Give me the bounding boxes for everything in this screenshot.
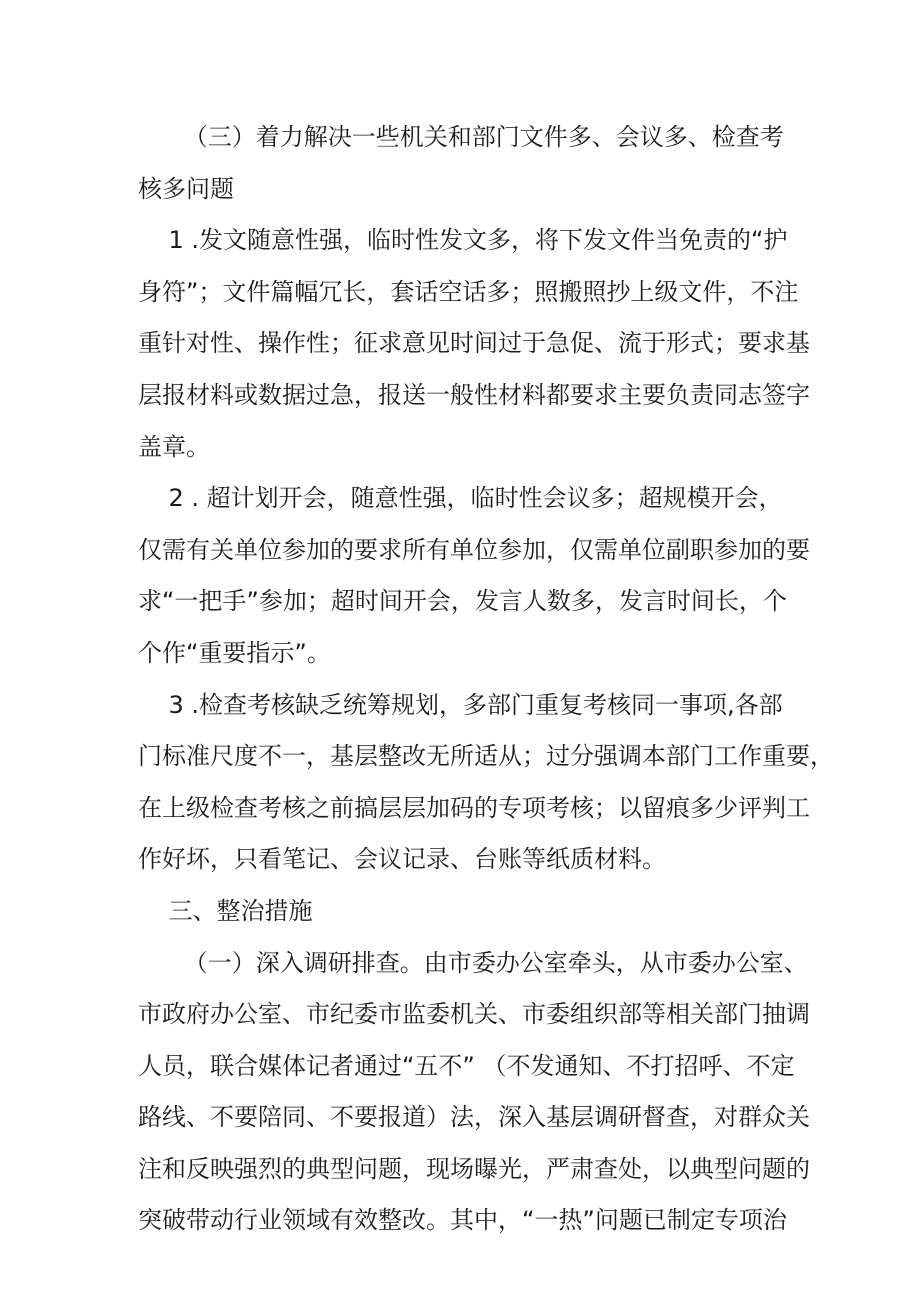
text-line: 人员，联合媒体记者通过“五不” （不发通知、不打招呼、不定 (138, 1051, 795, 1080)
text-line: 1 .发文随意性强，临时性发文多，将下发文件当免责的“护 (138, 226, 788, 255)
text-line: 求“一把手”参加；超时间开会，发言人数多，发言时间长，个 (138, 587, 787, 616)
text-line: 仅需有关单位参加的要求所有单位参加，仅需单位副职参加的要 (138, 535, 810, 564)
text-line: 层报材料或数据过急，报送一般性材料都要求主要负责同志签字 (138, 380, 810, 409)
text-line: 个作“重要指示”。 (138, 638, 331, 667)
text-line: （一）深入调研排查。由市委办公室牵头，从市委办公室、 (138, 948, 808, 977)
text-line: 三、整治措施 (138, 896, 313, 925)
text-line: 2 . 超计划开会，随意性强，临时性会议多；超规模开会， (138, 484, 783, 513)
document-body (138, 112, 834, 1247)
text-line: 重针对性、操作性；征求意见时间过于急促、流于形式；要求基 (138, 329, 810, 358)
text-line: 身符”；文件篇幅冗长，套话空话多；照搬照抄上级文件，不注 (138, 277, 799, 306)
text-line: 路线、不要陪同、不要报道）法，深入基层调研督查，对群众关 (138, 1103, 810, 1132)
text-line: 在上级检查考核之前搞层层加码的专项考核；以留痕多少评判工 (138, 793, 810, 822)
text-line: 核多问题 (138, 174, 234, 203)
text-line: 门标准尺度不一，基层整改无所适从；过分强调本部门工作重要， (138, 742, 834, 771)
text-line: 作好坏，只看笔记、会议记录、台账等纸质材料。 (138, 845, 666, 874)
text-line: 盖章。 (138, 432, 210, 461)
text-line: （三）着力解决一些机关和部门文件多、会议多、检查考 (138, 123, 784, 151)
text-line: 市政府办公室、市纪委市监委机关、市委组织部等相关部门抽调 (138, 1000, 810, 1029)
text-line: 突破带动行业领域有效整改。其中，“一热”问题已制定专项治 (138, 1206, 787, 1235)
text-line: 3 .检查考核缺乏统筹规划，多部门重复考核同一事项,各部 (138, 690, 783, 719)
text-line: 注和反映强烈的典型问题，现场曝光，严肃查处，以典型问题的 (138, 1154, 810, 1183)
